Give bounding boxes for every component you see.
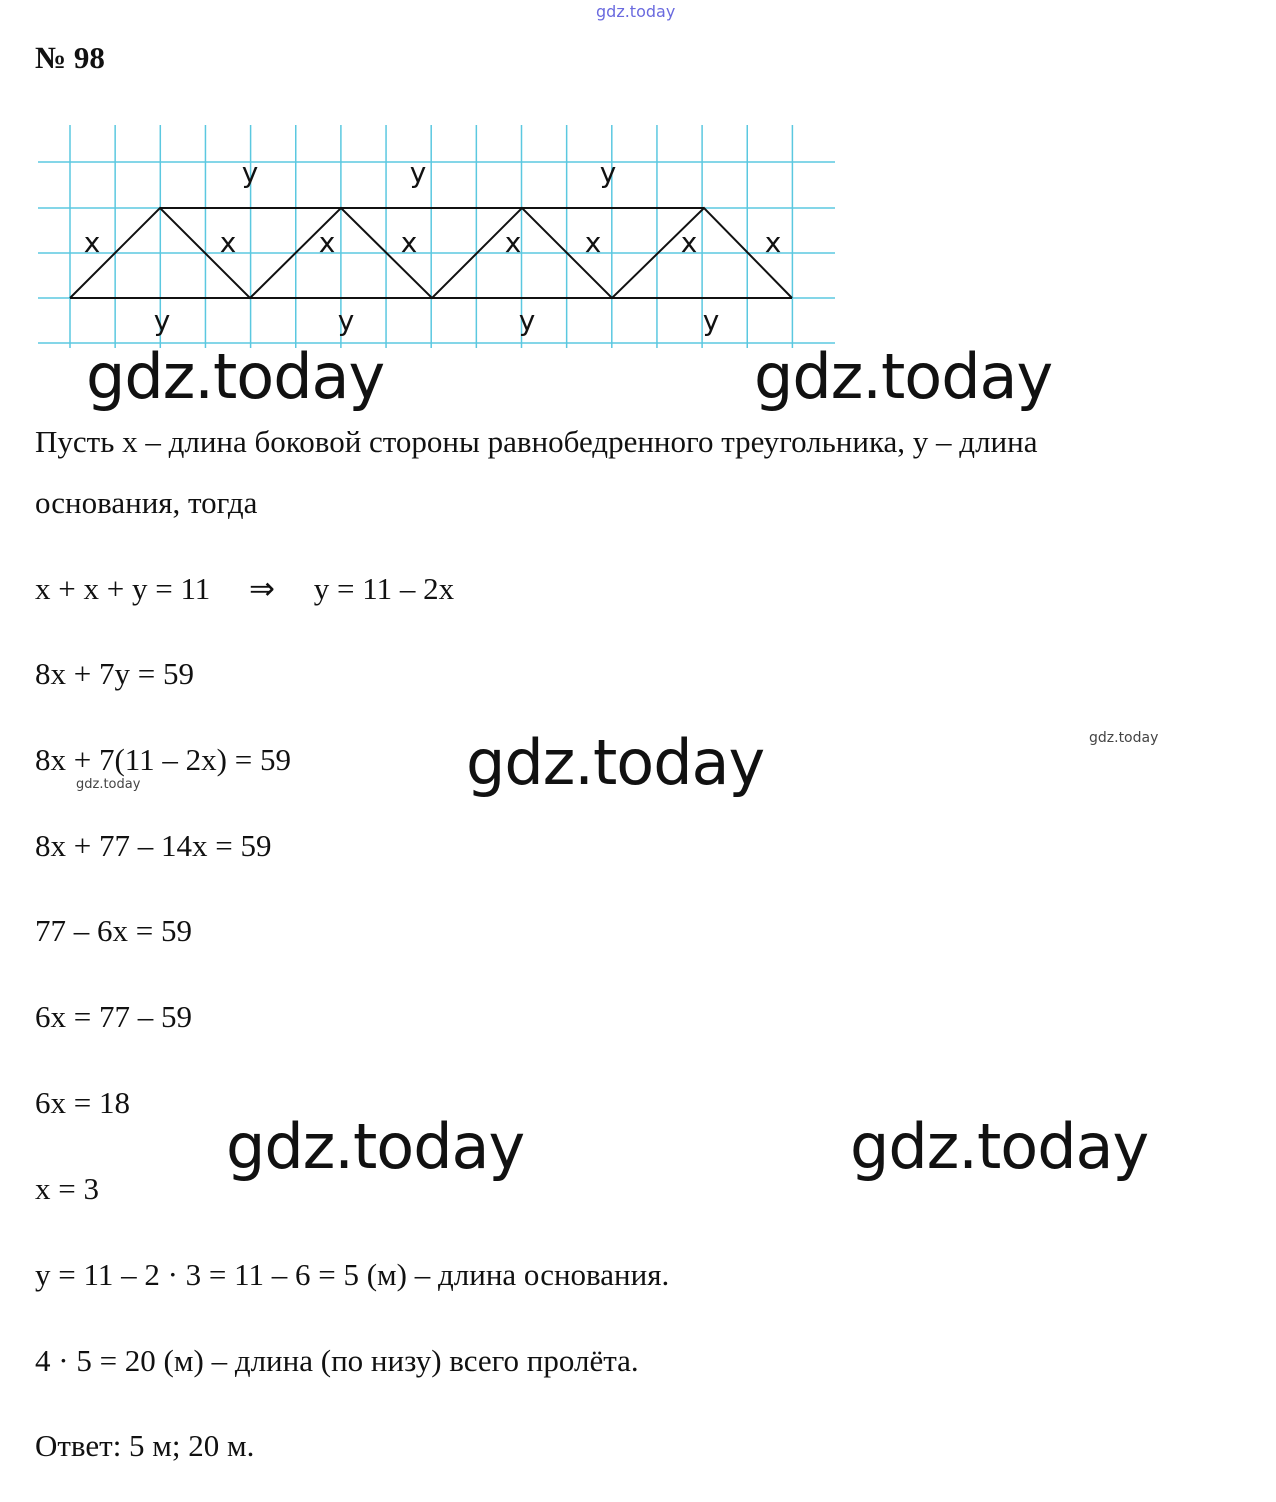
- watermark: gdz.today: [86, 340, 385, 413]
- solution-step: 6x = 77 – 59: [35, 999, 192, 1034]
- watermark: gdz.today: [850, 1110, 1149, 1183]
- solution-step: Ответ: 5 м; 20 м.: [35, 1428, 255, 1463]
- top-chord-label: y: [241, 156, 259, 189]
- solution-step: x + x + y = 11 ⇒ y = 11 – 2x: [35, 571, 455, 606]
- side-label: x: [219, 226, 237, 259]
- side-label: x: [504, 226, 522, 259]
- bottom-chord-label: y: [153, 304, 171, 337]
- solution-step: 77 – 6x = 59: [35, 913, 192, 948]
- solution-step: x = 3: [35, 1171, 99, 1206]
- solution-step: 8x + 7y = 59: [35, 656, 194, 691]
- watermark: gdz.today: [466, 726, 765, 799]
- watermark: gdz.today: [226, 1110, 525, 1183]
- side-label: x: [680, 226, 698, 259]
- watermark: gdz.today: [76, 777, 141, 792]
- bottom-chord-label: y: [518, 304, 536, 337]
- solution-step: 4 · 5 = 20 (м) – длина (по низу) всего пролёта.: [35, 1343, 639, 1378]
- side-label: x: [318, 226, 336, 259]
- problem-number: № 98: [35, 40, 105, 75]
- top-chord-label: y: [599, 156, 617, 189]
- solution-step: 8x + 77 – 14x = 59: [35, 828, 272, 863]
- watermark: gdz.today: [1089, 730, 1159, 746]
- watermark: gdz.today: [596, 2, 676, 21]
- top-chord-label: y: [409, 156, 427, 189]
- side-label: x: [83, 226, 101, 259]
- side-label: x: [764, 226, 782, 259]
- watermark: gdz.today: [754, 340, 1053, 413]
- solution-step: 8x + 7(11 – 2x) = 59: [35, 742, 291, 777]
- side-label: x: [400, 226, 418, 259]
- solution-intro: Пусть x – длина боковой стороны равнобедренного треугольника, y – длина: [35, 424, 1038, 459]
- bottom-chord-label: y: [702, 304, 720, 337]
- solution-step: 6x = 18: [35, 1085, 130, 1120]
- truss-diagram: [0, 0, 900, 360]
- side-label: x: [584, 226, 602, 259]
- bottom-chord-label: y: [337, 304, 355, 337]
- solution-intro: основания, тогда: [35, 485, 258, 520]
- solution-step: y = 11 – 2 · 3 = 11 – 6 = 5 (м) – длина основания.: [35, 1257, 670, 1292]
